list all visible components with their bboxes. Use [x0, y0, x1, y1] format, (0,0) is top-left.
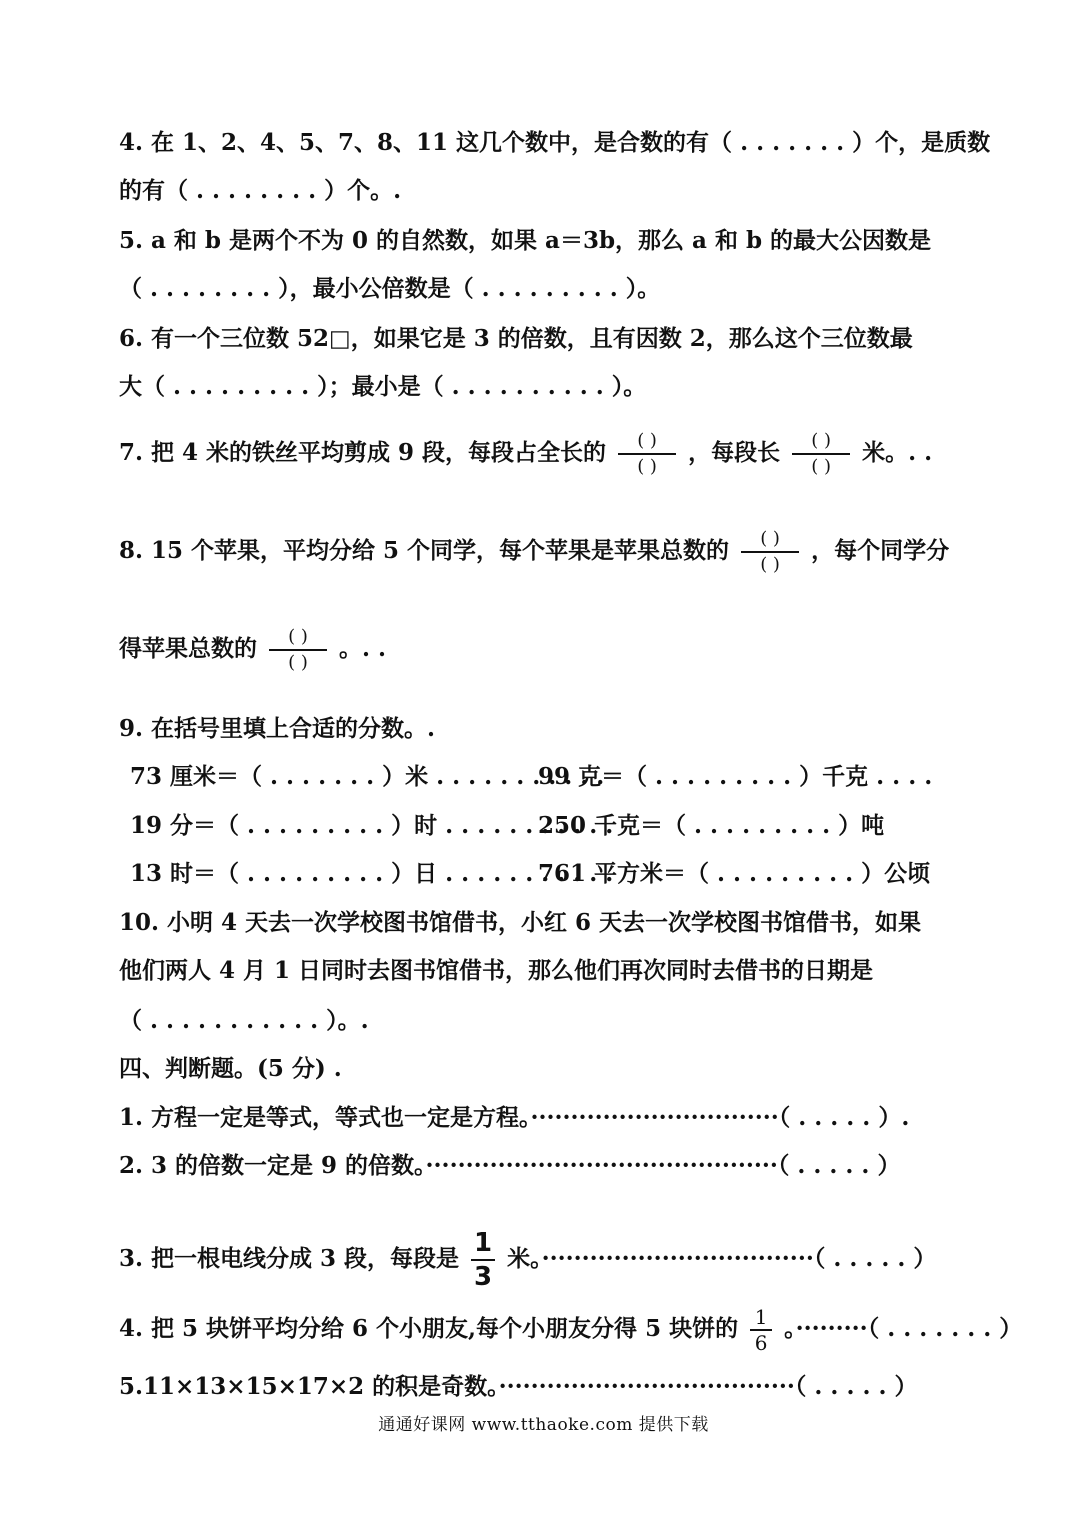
question-7-text-2: ，每段长	[688, 439, 781, 466]
question-10-line-1: 10. 小明 4 天去一次学校图书馆借书，小红 6 天去一次学校图书馆借书，如果	[119, 909, 922, 936]
question-6-line-2: 大（ . . . . . . . . . ）；最小是（ . . . . . . . . . . ）。	[119, 373, 647, 400]
section-4-heading: 四、判断题。(5 分) .	[119, 1055, 342, 1082]
question-9-item: 73 厘米＝（ . . . . . . . ）米 . . . . . . . . . . .	[130, 763, 605, 790]
judgment-4-text-1: 4. 把 5 块饼平均分给 6 个小朋友,每个小朋友分得 5 块饼的	[119, 1315, 739, 1342]
question-9-item: 250 千克＝（ . . . . . . . . . ）吨	[538, 812, 885, 839]
question-8-text-4: 。. .	[339, 635, 387, 662]
question-10-line-2: 他们两人 4 月 1 日同时去图书馆借书，那么他们再次同时去借书的日期是	[119, 957, 874, 984]
question-7	[119, 430, 932, 478]
question-9-item: 19 分＝（ . . . . . . . . . ）时 . . . . . . . . . . .	[130, 812, 614, 839]
question-8-text-2: ，每个同学分	[811, 537, 950, 564]
question-8-line-1	[119, 528, 949, 576]
question-8-fraction-blank-2: $\frac{( )}{( )}$	[269, 626, 327, 674]
question-8-text-1: 8. 15 个苹果，平均分给 5 个同学，每个苹果是苹果总数的	[119, 537, 730, 564]
question-6-line-1: 6. 有一个三位数 52□，如果它是 3 的倍数，且有因数 2，那么这个三位数最	[119, 325, 913, 352]
question-10-line-3: （ . . . . . . . . . . . ）。.	[119, 1007, 369, 1034]
judgment-2: 2. 3 的倍数一定是 9 的倍数。············································（ . . . . . ）	[119, 1152, 901, 1179]
question-7-fraction-blank-2: $\frac{( )}{( )}$	[792, 430, 850, 478]
judgment-3	[119, 1228, 936, 1292]
judgment-1: 1. 方程一定是等式，等式也一定是方程。·······························（ . . . . . ）.	[119, 1104, 910, 1131]
question-7-fraction-blank-1: $\frac{( )}{( )}$	[618, 430, 676, 478]
judgment-3-fraction: $\frac{1}{3}$	[471, 1228, 495, 1292]
question-5-line-2: （ . . . . . . . . ），最小公倍数是（ . . . . . . . . . ）。	[119, 275, 661, 302]
question-9-item: 761 平方米＝（ . . . . . . . . . ）公顷	[538, 860, 931, 887]
footer-source-credit: 通通好课网 www.tthaoke.com 提供下载	[378, 1415, 709, 1435]
judgment-4	[119, 1306, 1022, 1354]
question-8-line-2	[119, 626, 386, 674]
judgment-4-text-2: 。·········（ . . . . . . . ）	[784, 1315, 1023, 1342]
judgment-3-text-2: 米。··································（ . . . . . ）	[507, 1245, 937, 1272]
question-8-fraction-blank-1: $\frac{( )}{( )}$	[741, 528, 799, 576]
question-9-item: 99 克＝（ . . . . . . . . . ）千克 . . . .	[538, 763, 933, 790]
judgment-5: 5.11×13×15×17×2 的积是奇数。·····································（ . . . . . ）	[119, 1373, 918, 1400]
judgment-3-text-1: 3. 把一根电线分成 3 段，每段是	[119, 1245, 460, 1272]
question-7-text-1: 7. 把 4 米的铁丝平均剪成 9 段，每段占全长的	[119, 439, 607, 466]
question-4-line-2: 的有（ . . . . . . . . ）个。.	[119, 177, 402, 204]
question-7-text-3: 米。. .	[862, 439, 933, 466]
question-8-text-3: 得苹果总数的	[119, 635, 257, 662]
question-5-line-1: 5. a 和 b 是两个不为 0 的自然数，如果 a＝3b，那么 a 和 b 的最大公因数是	[119, 227, 932, 254]
question-9-heading: 9. 在括号里填上合适的分数。.	[119, 715, 436, 742]
question-9-item: 13 时＝（ . . . . . . . . . ）日 . . . . . . . . . . .	[130, 860, 614, 887]
question-4-line-1: 4. 在 1、2、4、5、7、8、11 这几个数中，是合数的有（ . . . . . . . ）个，是质数	[119, 129, 991, 156]
judgment-4-fraction: $\frac{1}{6}$	[750, 1306, 772, 1354]
